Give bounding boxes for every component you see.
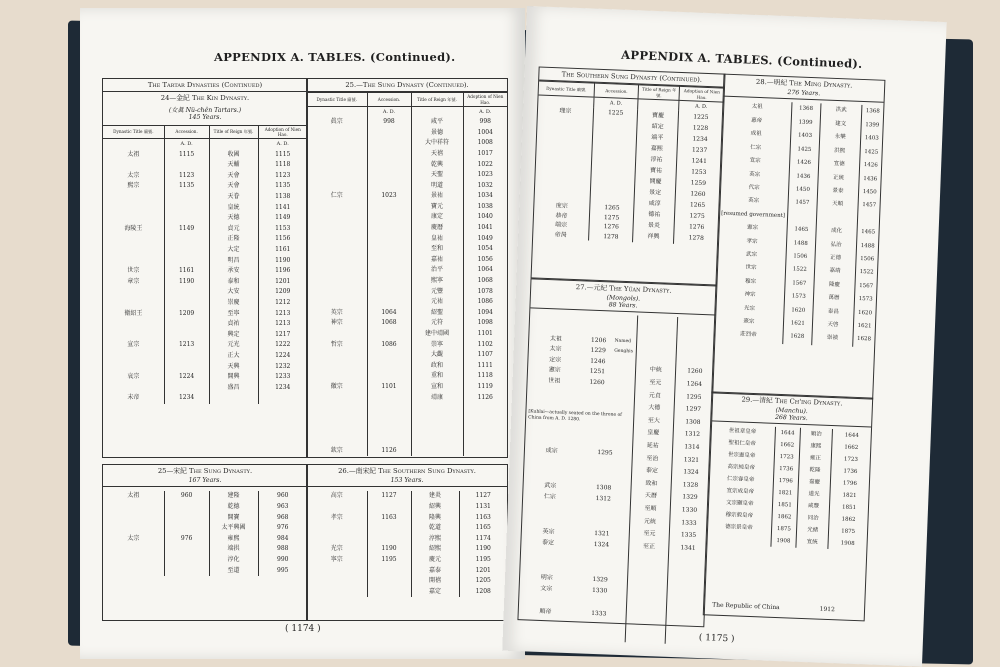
ss-ad-label-2: A. D. [695, 103, 708, 110]
kin-dynasty-table [102, 78, 308, 458]
republic-of-china-label: The Republic of China [712, 601, 780, 612]
sung-dynasty-table [102, 464, 308, 621]
left-page-number: ( 1174 ) [285, 624, 321, 634]
southern-sung-titles: 高宗 孝宗 光宗 寧宗 [307, 491, 367, 597]
sung-dynasty-years: 167 Years. [103, 477, 307, 487]
yuan-accession: 1206 1229 1246 1251 1260 [589, 336, 607, 387]
yuan-titles: 太祖 太宗 定宗 憲宗 世祖 [548, 334, 563, 385]
southern-sung-years: 153 Years. [307, 477, 507, 487]
col-header-reign-title: Title of Reign 年號. [638, 85, 679, 100]
left-page [80, 8, 525, 659]
sung-dynastic-titles: 眞宗 仁宗 英宗 神宗 哲宗 徽宗 欽宗 [307, 117, 367, 456]
col-header-nien-hao: Adoption of Nien Hao. [258, 125, 307, 138]
col-header-reign-title: Title of Reign 年號. [209, 125, 258, 138]
yuan-accession-2: 1295 1308 1312 1321 1324 1329 1330 1333 [591, 449, 613, 618]
sung-reign-table [307, 92, 507, 456]
southern-sung-late-table [533, 81, 724, 246]
sung-reign-titles: 咸平 景德 大中祥符 天禧 乾興 天聖 明道 景祐 寶元 康定 慶曆 皇祐 至和 嘉祐 治平 熙寧 元豐 元祐 紹聖 元符 建中靖國 崇寧 大觀 政和 重和 宣和 靖康 [411, 117, 463, 456]
right-page [502, 6, 946, 667]
ching-dynasty-table [703, 391, 873, 621]
ching-dynasty-title: 29.—清紀 The Ch'ing Dynasty. [741, 395, 843, 408]
ching-dynasty-subtitle: (Manchu). [775, 407, 808, 416]
sung-ad-label: A. D. [367, 106, 411, 117]
col-header-dynastic-title: Dynastic Title 廟號. [307, 93, 367, 106]
sung-col-blank [307, 106, 367, 117]
yuan-reigns: 中統 至元 元貞 大德 至大 皇慶 延祐 至治 泰定 致和 天曆 至順 元統 至元 至正 [625, 316, 678, 644]
ming-years: 1368 1399 1403 1425 1426 1436 1450 1457 1465 1488 1506 1522 1567 1573 1620 1621 1628 [856, 108, 880, 343]
southern-sung-accession: 1127 1163 1190 1195 [367, 491, 411, 597]
ching-years: 1644 1662 1723 1736 1796 1821 1851 1862 1875 1908 [840, 433, 859, 548]
col-header-dynastic-title: Dynastic Title 廟號. [539, 82, 595, 97]
col-header-nien-hao: Adoption of Nien Hao. [679, 87, 724, 102]
sung-early-titles: 太祖 太宗 [103, 491, 164, 576]
southern-sung-title: 26.—南宋紀 The Southern Sung Dynasty. [338, 467, 476, 475]
kin-dynastic-titles: 太祖 太宗 熙宗 海陵王 世宗 章宗 衛紹王 宣宗 哀宗 末帝 [103, 150, 164, 404]
ss-late-reigns: 寶慶 紹定 端平 嘉熙 淳祐 寶祐 開慶 景定 咸淳 德祐 景炎 祥興 [633, 109, 679, 243]
ss-late-accession: 1225 1265 1275 1276 1278 [589, 108, 638, 243]
kin-nien-hao-years: 1115 1118 1123 1135 1138 1141 1149 1153 1156 1161 1190 1196 1201 1209 1212 1213 1213 1217 1222 1224 1232 1233 1234 [275, 150, 291, 391]
yuan-years: 1260 1264 1295 1297 1308 1312 1314 1321 1324 1328 1329 1330 1333 1335 1341 [680, 367, 703, 552]
ching-reigns: 順治 康熙 雍正 乾隆 嘉慶 道光 咸豐 同治 光緒 宣統 [796, 428, 833, 549]
col-header-dynastic-title: Dynastic Title 廟號. [103, 125, 164, 138]
kin-accession-years: 1115 1123 1135 1149 1161 1190 1209 1213 1224 1234 [164, 150, 209, 404]
kin-reign-titles: 收國 天輔 天會 天會 天眷 皇統 天德 貞元 正隆 大定 明昌 承安 泰和 大安 崇慶 至寧 貞祐 興定 元光 正大 天興 開興 盛昌 [209, 150, 258, 404]
col-header-accession: Accession. [164, 125, 209, 138]
kin-reign-table [103, 125, 307, 404]
ching-dynasty-years: 268 Years. [711, 412, 871, 428]
kin-dynasty-title: 24—金紀 The Kin Dynasty. [160, 94, 250, 103]
sung-accession-years: 998 1023 1064 1068 1086 1101 1126 [367, 117, 411, 456]
ming-titles: 太祖 惠帝 成祖 仁宗 宣宗 英宗 代宗 英宗 [resumed government] 憲宗 孝宗 武宗 世宗 穆宗 神宗 光宗 熹宗 莊烈帝 [714, 100, 792, 344]
sung-continued-title: 25.—The Sung Dynasty (Continued). [307, 79, 507, 92]
yuan-reign-table [518, 312, 715, 645]
right-page-header: APPENDIX A. TABLES. (Continued). [620, 47, 863, 71]
ming-reigns: 洪武 建文 永樂 洪熙 宣德 正統 景泰 天順 成化 弘治 正德 嘉靖 隆慶 萬曆 泰昌 天啓 崇禎 [811, 104, 862, 347]
ching-titles: 世祖章皇帝 聖祖仁皇帝 世宗憲皇帝 高宗純皇帝 仁宗睿皇帝 宣宗成皇帝 文宗顯皇帝 穆宗毅皇帝 德宗景皇帝 [706, 425, 775, 547]
kin-col-blank [103, 139, 164, 150]
ming-reign-table [714, 100, 883, 347]
sung-early-table [103, 491, 307, 576]
ming-dynasty-table [711, 74, 885, 400]
sung-early-accession: 960 976 [164, 491, 209, 576]
tartar-dynasties-heading: The Tartar Dynasties (Continued) [103, 79, 307, 92]
col-header-accession: Accession. [367, 93, 411, 106]
kin-ad-label: A. D. [164, 139, 209, 150]
right-page-number: ( 1175 ) [698, 633, 735, 645]
col-header-nien-hao: Adoption of Nien Hao. [463, 93, 507, 106]
kin-dynasty-subtitle: (女眞 Nü-chên Tartars.) [168, 106, 242, 114]
yuan-left-cols [518, 312, 638, 642]
southern-sung-table [306, 464, 508, 621]
republic-year: 1912 [819, 605, 835, 614]
sung-dynasty-continued-table [306, 78, 508, 458]
ss-late-years: 1225 1228 1234 1237 1241 1253 1259 1260 1265 1275 1276 1278 [688, 113, 709, 243]
yuan-kublai-note: [Kublai—actually seated on the throne of China from A. D. 1280. [528, 409, 622, 423]
yuan-titles-2: 成宗 武宗 仁宗 英宗 泰定 明宗 文宗 順帝 [539, 447, 558, 616]
sung-dynasty-title: 25—宋紀 The Sung Dynasty. [157, 467, 253, 475]
yuan-named-genghis: Named Genghis [614, 338, 633, 355]
left-page-header: APPENDIX A. TABLES. (Continued). [214, 50, 456, 64]
southern-sung-continued-title: The Southern Sung Dynasty (Continued). [539, 68, 724, 89]
ming-accession: 1368 1399 1403 1425 1426 1436 1450 1457 1465 1488 1506 1522 1567 1573 1620 1621 1628 [783, 103, 821, 345]
yuan-dynasty-title: 27.—元紀 The Yüan Dynasty. [575, 283, 672, 295]
ss-ad-label: A. D. [594, 97, 639, 110]
southern-sung-continued-table [531, 66, 726, 285]
ming-dynasty-years: 276 Years. [724, 87, 884, 103]
ss-late-titles: 理宗 度宗 恭帝 端宗 帝昺 [533, 106, 594, 241]
col-header-accession: Accession. [594, 84, 639, 99]
yuan-dynasty-years: 88 Years. [530, 299, 715, 316]
ming-dynasty-title: 28.—明紀 The Ming Dynasty. [755, 77, 853, 90]
sung-early-reigns: 建隆 乾德 開寶 太平興國 雍熙 端拱 淳化 至道 [209, 491, 258, 576]
col-header-reign-title: Title of Reign 年號. [411, 93, 463, 106]
sung-ad-label-2: A. D. [479, 108, 492, 115]
southern-sung-early-table [307, 491, 507, 597]
ching-reign-table [706, 425, 870, 551]
southern-sung-years-col: 1127 1131 1163 1165 1174 1190 1195 1201 1205 1208 [475, 492, 491, 595]
yuan-dynasty-table [517, 278, 717, 627]
ching-accession: 1644 1662 1723 1736 1796 1821 1851 1862 1875 1908 [770, 427, 800, 548]
kin-ad-label-2: A. D. [276, 141, 289, 148]
yuan-dynasty-subtitle: (Mongols). [606, 294, 641, 304]
southern-sung-reigns: 建炎 紹興 隆興 乾道 淳熙 紹熙 慶元 嘉泰 開禧 嘉定 [411, 491, 459, 597]
kin-dynasty-years: 145 Years. [188, 113, 222, 121]
sung-col-blank2 [411, 106, 463, 117]
sung-nien-hao-years: 998 1004 1008 1017 1022 1023 1032 1034 1038 1040 1041 1049 1054 1056 1064 1068 1078 1086 1094 1098 1101 1102 1107 1111 1118 1119 1126 [477, 118, 493, 401]
sung-early-years: 960 963 968 976 984 988 990 995 [277, 492, 289, 574]
kin-col-blank2 [209, 139, 258, 150]
